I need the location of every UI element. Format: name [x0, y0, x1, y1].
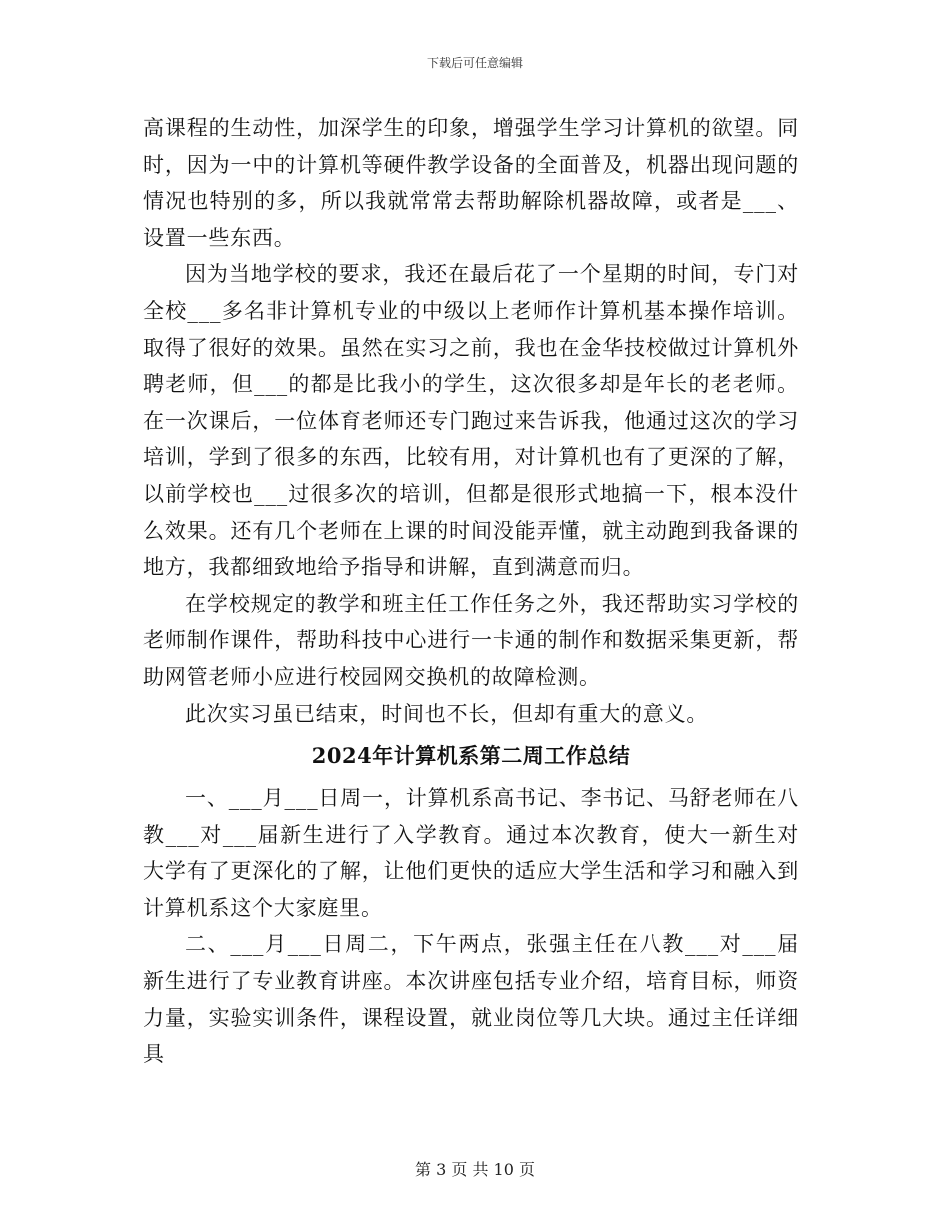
- paragraph-extra-work: 在学校规定的教学和班主任工作任务之外，我还帮助实习学校的老师制作课件，帮助科技中心进行一卡通的制作和数据采集更新，帮助网管老师小应进行校园网交换机的故障检测。: [143, 591, 799, 689]
- section-title: 2024年计算机系第二周工作总结: [311, 743, 631, 769]
- page-header: 下载后可任意编辑: [426, 56, 523, 70]
- paragraph-training: 因为当地学校的要求，我还在最后花了一个星期的时间，专门对全校___多名非计算机专业的中级以上老师作计算机基本操作培训。取得了很好的效果。虽然在实习之前，我也在金华技校做过计算机外聘老师，但___的都是比我小的学生，这次很多却是年长的老老师。在一次课后，一位体育老师还专门跑过来告诉我，他通过这次的学习培训，学到了很多的东西，比较有用，对计算机也有了更深的了解，以前学校也___过很多次的培训，但都是很形式地搞一下，根本没什么效果。还有几个老师在上课的时间没能弄懂，就主动跑到我备课的地方，我都细致地给予指导和讲解，直到满意而归。: [143, 262, 799, 580]
- paragraph-conclusion: 此次实习虽已结束，时间也不长，但却有重大的意义。: [185, 701, 709, 726]
- paragraph-item-one: 一、___月___日周一，计算机系高书记、李书记、马舒老师在八教___对___届新生进行了入学教育。通过本次教育，使大一新生对大学有了更深化的了解，让他们更快的适应大学生活和学习和融入到计算机系这个大家庭里。: [143, 786, 799, 920]
- paragraph-continuation: 高课程的生动性，加深学生的印象，增强学生学习计算机的欲望。同时，因为一中的计算机等硬件教学设备的全面普及，机器出现问题的情况也特别的多，所以我就常常去帮助解除机器故障，或者是___、设置一些东西。: [143, 116, 799, 250]
- document-body: [143, 110, 799, 1073]
- page-number: 第 3 页 共 10 页: [415, 1160, 535, 1179]
- paragraph-item-two: 二、___月___日周二，下午两点，张强主任在八教___对___届新生进行了专业教育讲座。本次讲座包括专业介绍，培育目标，师资力量，实验实训条件，课程设置，就业岗位等几大块。通过主任详细具: [143, 932, 799, 1067]
